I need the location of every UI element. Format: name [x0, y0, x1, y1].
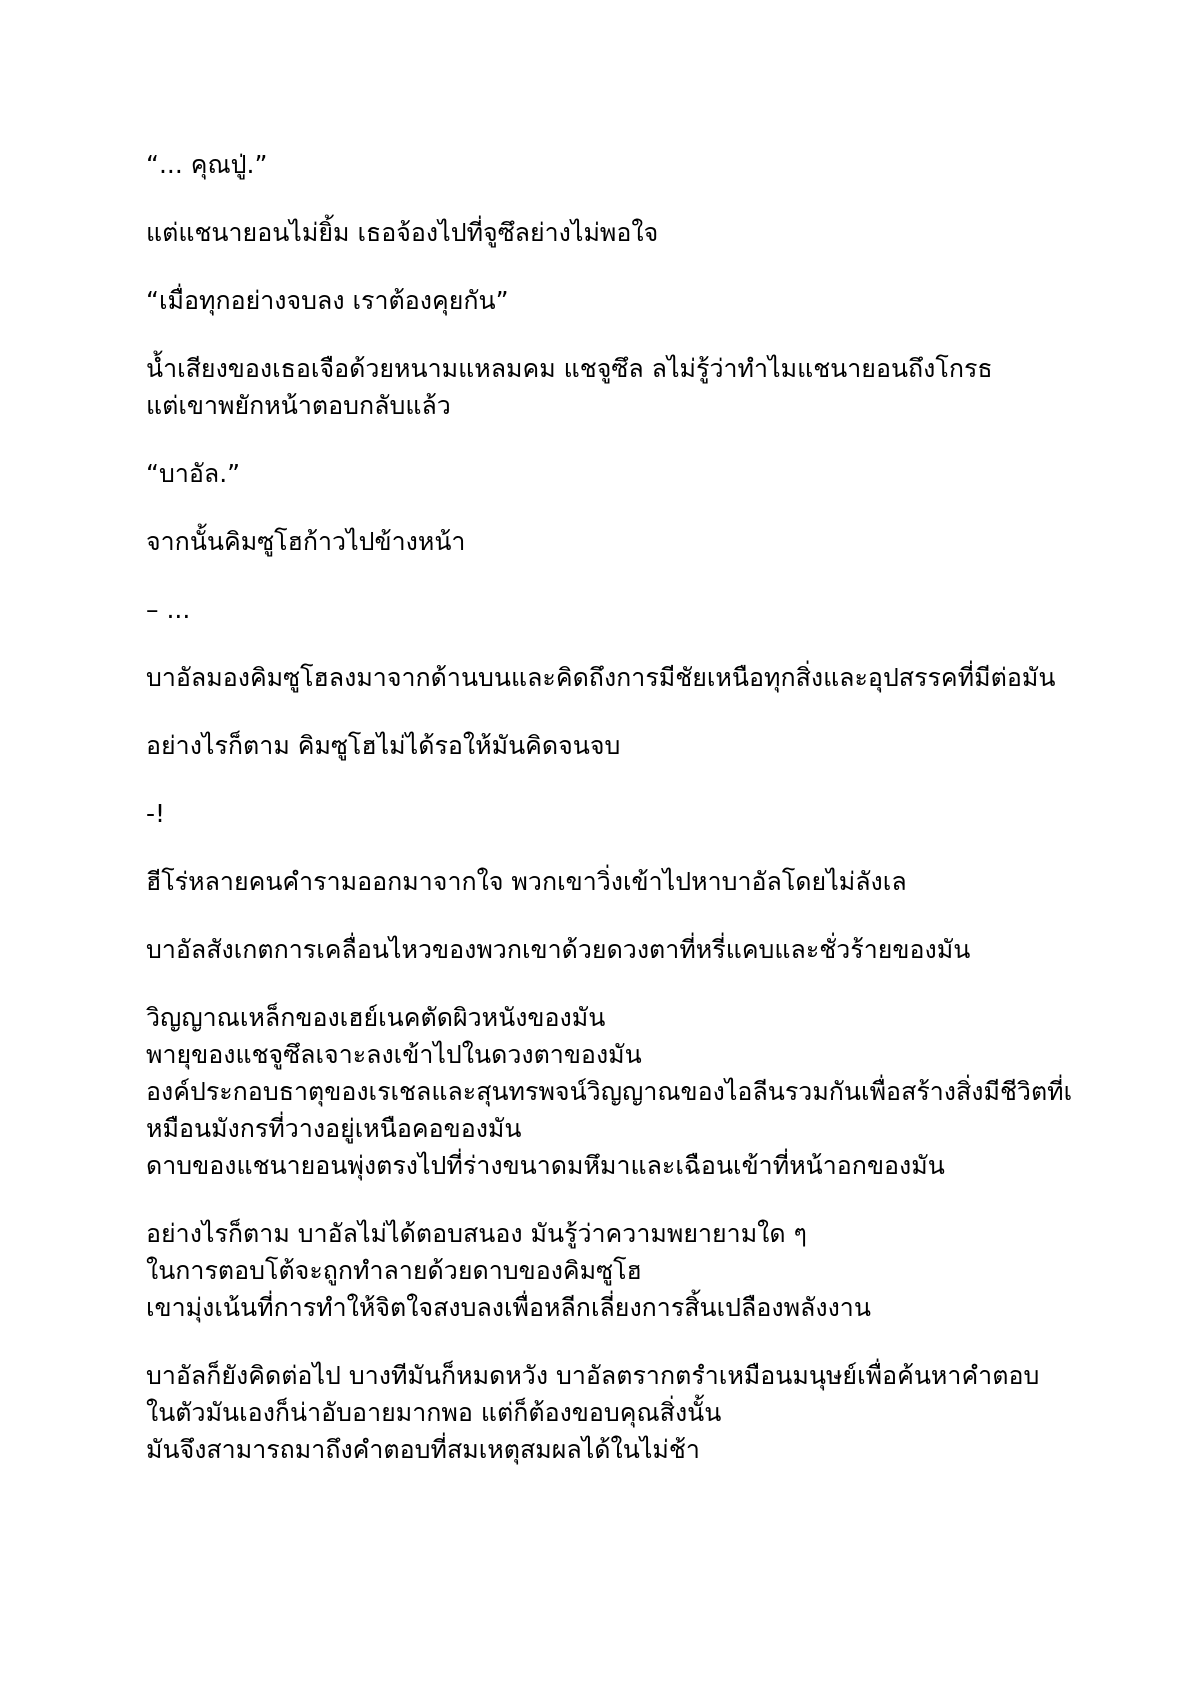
- text-line: -!: [146, 799, 166, 828]
- text-line: บาอัลสังเกตการเคลื่อนไหวของพวกเขาด้วยดวงตาที่หรี่แคบและชั่วร้ายของมัน: [146, 935, 971, 964]
- text-line: หมือนมังกรที่วางอยู่เหนือคอของมัน: [146, 1114, 522, 1143]
- paragraph: [146, 523, 1106, 560]
- text-line: ฮีโร่หลายคนคำรามออกมาจากใจ พวกเขาวิ่งเข้าไปหาบาอัลโดยไม่ลังเล: [146, 867, 907, 896]
- paragraph: [146, 1357, 1106, 1468]
- paragraph: [146, 659, 1106, 696]
- text-line: องค์ประกอบธาตุของเรเชลและสุนทรพจน์วิญญาณของไอลีนรวมกันเพื่อสร้างสิ่งมีชีวิตที่เ: [146, 1077, 1073, 1106]
- paragraph: [146, 1215, 1106, 1326]
- paragraph: [146, 591, 1106, 628]
- text-line: มันจึงสามารถมาถึงคำตอบที่สมเหตุสมผลได้ในไม่ช้า: [146, 1435, 700, 1464]
- paragraph: [146, 999, 1106, 1184]
- paragraph: [146, 931, 1106, 968]
- text-line: พายุของแชจูซึลเจาะลงเข้าไปในดวงตาของมัน: [146, 1040, 642, 1069]
- text-line: บาอัลก็ยังคิดต่อไป บางทีมันก็หมดหวัง บาอัลตรากตรำเหมือนมนุษย์เพื่อค้นหาคำตอบ: [146, 1361, 1040, 1390]
- text-line: ดาบของแชนายอนพุ่งตรงไปที่ร่างขนาดมหึมาและเฉือนเข้าที่หน้าอกของมัน: [146, 1151, 945, 1180]
- text-line: – ...: [146, 595, 191, 624]
- text-line: ในการตอบโต้จะถูกทำลายด้วยดาบของคิมซูโฮ: [146, 1256, 642, 1285]
- paragraph: [146, 350, 1106, 424]
- text-line: อย่างไรก็ตาม บาอัลไม่ได้ตอบสนอง มันรู้ว่าความพยายามใด ๆ: [146, 1219, 807, 1248]
- text-line: “... คุณปู่.”: [146, 150, 268, 179]
- text-line: น้ำเสียงของเธอเจือด้วยหนามแหลมคม แชจูซึล ลไม่รู้ว่าทำไมแชนายอนถึงโกรธ: [146, 354, 993, 383]
- text-line: อย่างไรก็ตาม คิมซูโฮไม่ได้รอให้มันคิดจนจบ: [146, 731, 621, 760]
- paragraph: [146, 146, 1106, 183]
- paragraph: [146, 727, 1106, 764]
- text-line: จากนั้นคิมซูโฮก้าวไปข้างหน้า: [146, 527, 466, 556]
- text-line: “เมื่อทุกอย่างจบลง เราต้องคุยกัน”: [146, 286, 509, 315]
- text-line: แต่แชนายอนไม่ยิ้ม เธอจ้องไปที่จูซึลย่างไม่พอใจ: [146, 218, 659, 247]
- text-line: บาอัลมองคิมซูโฮลงมาจากด้านบนและคิดถึงการมีชัยเหนือทุกสิ่งและอุปสรรคที่มีต่อมัน: [146, 663, 1056, 692]
- paragraph: [146, 795, 1106, 832]
- text-line: เขามุ่งเน้นที่การทำให้จิตใจสงบลงเพื่อหลีกเลี่ยงการสิ้นเปลืองพลังงาน: [146, 1293, 871, 1322]
- text-line: “บาอัล.”: [146, 459, 241, 488]
- paragraph: [146, 214, 1106, 251]
- document-body: [146, 146, 1106, 1499]
- text-line: แต่เขาพยักหน้าตอบกลับแล้ว: [146, 391, 451, 420]
- paragraph: [146, 863, 1106, 900]
- paragraph: [146, 455, 1106, 492]
- text-line: ในตัวมันเองก็น่าอับอายมากพอ แต่ก็ต้องขอบคุณสิ่งนั้น: [146, 1398, 722, 1427]
- paragraph: [146, 282, 1106, 319]
- text-line: วิญญาณเหล็กของเฮย์เนคตัดผิวหนังของมัน: [146, 1003, 606, 1032]
